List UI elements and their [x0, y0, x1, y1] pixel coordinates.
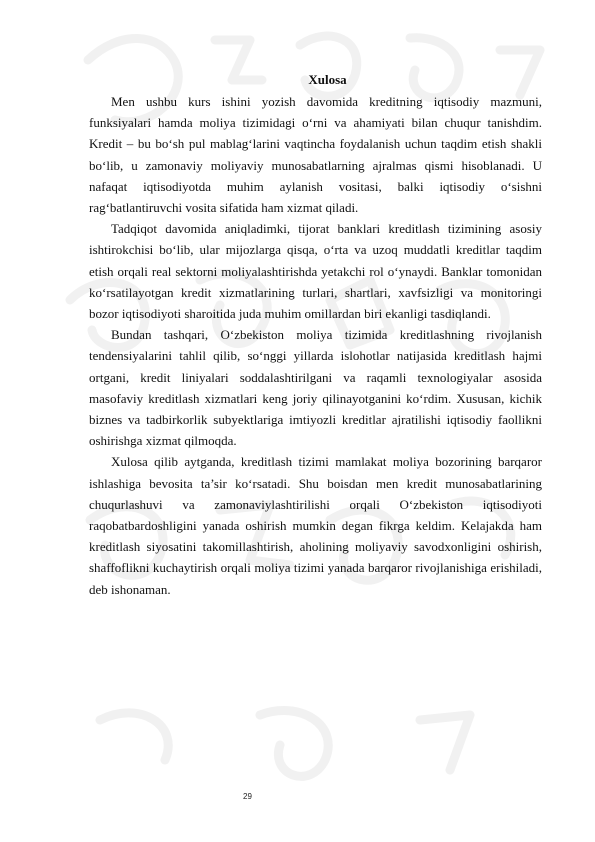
document-title: Xulosa: [308, 72, 347, 87]
page-number: 29: [243, 792, 252, 801]
paragraph-1: Men ushbu kurs ishini yozish davomida kreditning iqtisodiy mazmuni, funksiyalari hamda moliya tizimidagi o‘rni va ahamiyati bilan chuqur tanishdim. Kredit – bu bo‘sh pul mablag‘larini vaqtincha foydalanish uchun taqdim etish shakli bo‘lib, u zamonaviy moliyaviy munosabatlarning ajralmas qismi hisoblanadi. U nafaqat iqtisodiyotda muhim aylanish vositasi, balki iqtisodiy o‘sishni rag‘batlantiruvchi vosita sifatida ham xizmat qiladi.: [89, 93, 542, 215]
paragraph-4: Xulosa qilib aytganda, kreditlash tizimi mamlakat moliya bozorining barqaror ishlashiga bevosita ta’sir ko‘rsatadi. Shu boisdan men kredit munosabatlarining chuqurlashuvi va zamonaviylashtirilishi orqali O‘zbekiston iqtisodiyoti raqobatbardoshligini yanada oshirish mumkin degan fikrga keldim. Kelajakda ham kreditlash siyosatini takomillashtirish, aholining moliyaviy savodxonligini oshirish, shaffoflikni kuchaytirish orqali moliya tizimi yanada barqaror rivojlanishiga erishiladi, deb ishonaman.: [89, 454, 542, 597]
paragraph-2: Tadqiqot davomida aniqladimki, tijorat banklari kreditlash tizimining asosiy ishtirokchisi bo‘lib, ular mijozlarga qisqa, o‘rta va uzoq muddatli kreditlar taqdim etish orqali real sektorni moliyalashtirishda yetakchi rol o‘ynaydi. Banklar tomonidan ko‘rsatilayotgan kredit xizmatlarining turlari, shartlari, xavfsizligi va monitoringi bozor iqtisodiyoti sharoitida juda muhim omillardan biri ekanligi tasdiqlandi.: [89, 221, 542, 321]
document-page: [89, 69, 542, 600]
paragraph-3: Bundan tashqari, O‘zbekiston moliya tizimida kreditlashning rivojlanish tendensiyalarini tahlil qilib, so‘nggi yillarda islohotlar natijasida kreditlash hajmi ortgani, kredit liniyalari soddalashtirilgani va raqamli texnologiyalar asosida masofaviy kreditlash xizmatlari keng joriy qilinayotganini ko‘rdim. Xususan, kichik biznes va tadbirkorlik subyektlariga imtiyozli kreditlar ajratilishi iqtisodiy faollikni oshirishga xizmat qilmoqda.: [89, 327, 542, 449]
